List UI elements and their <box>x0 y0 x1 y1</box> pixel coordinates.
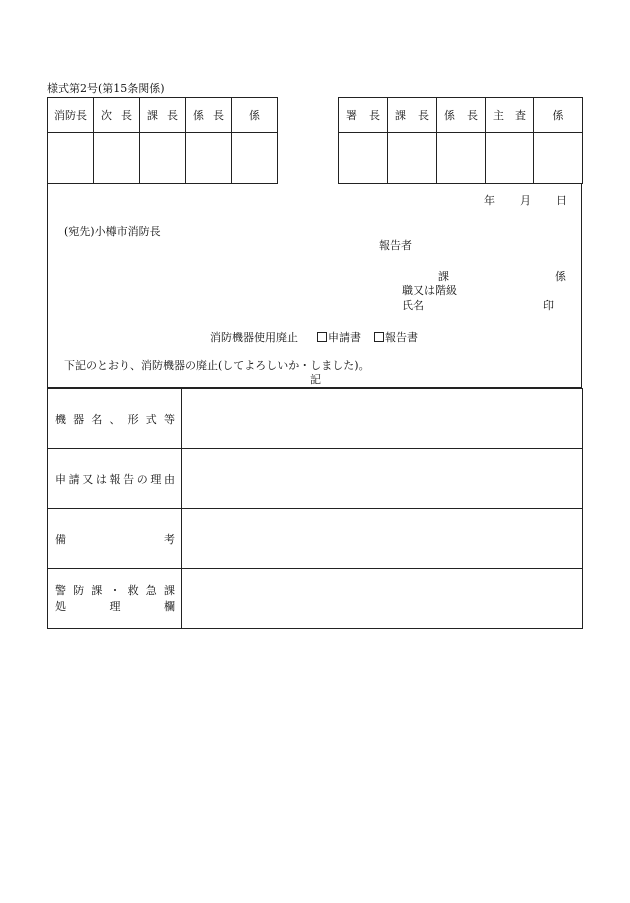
stamp-header-section-chief: 課 長 <box>140 98 186 133</box>
stamp-header-staff: 係 <box>232 98 278 133</box>
equipment-label: 機 器 名 、 形 式 等 <box>48 389 182 449</box>
stamp-box[interactable] <box>140 133 186 184</box>
stamp-header-inspector: 主 査 <box>486 98 534 133</box>
stamp-header-section-chief: 課 長 <box>388 98 437 133</box>
reporter-section[interactable]: 課 <box>438 270 449 283</box>
stamp-header-station-chief: 署 長 <box>339 98 388 133</box>
approval-stamps-left <box>47 97 278 184</box>
stamp-box[interactable] <box>437 133 486 184</box>
stamp-box[interactable] <box>486 133 534 184</box>
remarks-field[interactable] <box>182 509 583 569</box>
date-month[interactable]: 月 <box>520 194 531 207</box>
stamp-header-staff: 係 <box>534 98 583 133</box>
stamp-header-unit-chief: 係 長 <box>437 98 486 133</box>
reporter-label: 報告者 <box>379 239 412 252</box>
application-checkbox[interactable]: 申請書 <box>317 331 361 344</box>
equipment-field[interactable] <box>182 389 583 449</box>
table-row <box>48 449 583 509</box>
body-text: 下記のとおり、消防機器の廃止(してよろしいか・しました)。 <box>64 359 370 372</box>
table-row <box>48 389 583 449</box>
report-checkbox[interactable]: 報告書 <box>374 331 418 344</box>
date-year[interactable]: 年 <box>484 194 495 207</box>
stamp-box[interactable] <box>94 133 140 184</box>
ki-heading: 記 <box>310 373 321 386</box>
table-row <box>48 509 583 569</box>
subject-prefix: 消防機器使用廃止 <box>210 331 298 344</box>
subject-line <box>210 329 418 345</box>
processing-label: 警 防 課 ・ 救 急 課 処 理 欄 <box>48 569 182 629</box>
reporter-name[interactable]: 氏名 <box>402 299 424 312</box>
date-day[interactable]: 日 <box>556 194 567 207</box>
stamp-box[interactable] <box>48 133 94 184</box>
detail-table <box>47 388 583 629</box>
stamp-box[interactable] <box>186 133 232 184</box>
reason-field[interactable] <box>182 449 583 509</box>
reporter-unit[interactable]: 係 <box>555 270 566 283</box>
reason-label: 申 請 又 は 報 告 の 理 由 <box>48 449 182 509</box>
stamp-header-unit-chief: 係 長 <box>186 98 232 133</box>
application-body <box>47 184 582 388</box>
table-row <box>48 569 583 629</box>
stamp-box[interactable] <box>339 133 388 184</box>
stamp-header-deputy: 次 長 <box>94 98 140 133</box>
stamp-box[interactable] <box>232 133 278 184</box>
stamp-header-chief: 消防長 <box>48 98 94 133</box>
addressee: (宛先)小樽市消防長 <box>64 225 161 238</box>
reporter-rank[interactable]: 職又は階級 <box>402 284 457 297</box>
remarks-label: 備 考 <box>48 509 182 569</box>
processing-field[interactable] <box>182 569 583 629</box>
checkbox-icon[interactable] <box>317 332 327 342</box>
checkbox-icon[interactable] <box>374 332 384 342</box>
seal-mark: 印 <box>543 299 554 312</box>
form-title: 様式第2号(第15条関係) <box>47 82 165 95</box>
stamp-box[interactable] <box>388 133 437 184</box>
approval-stamps-right <box>338 97 583 184</box>
stamp-box[interactable] <box>534 133 583 184</box>
